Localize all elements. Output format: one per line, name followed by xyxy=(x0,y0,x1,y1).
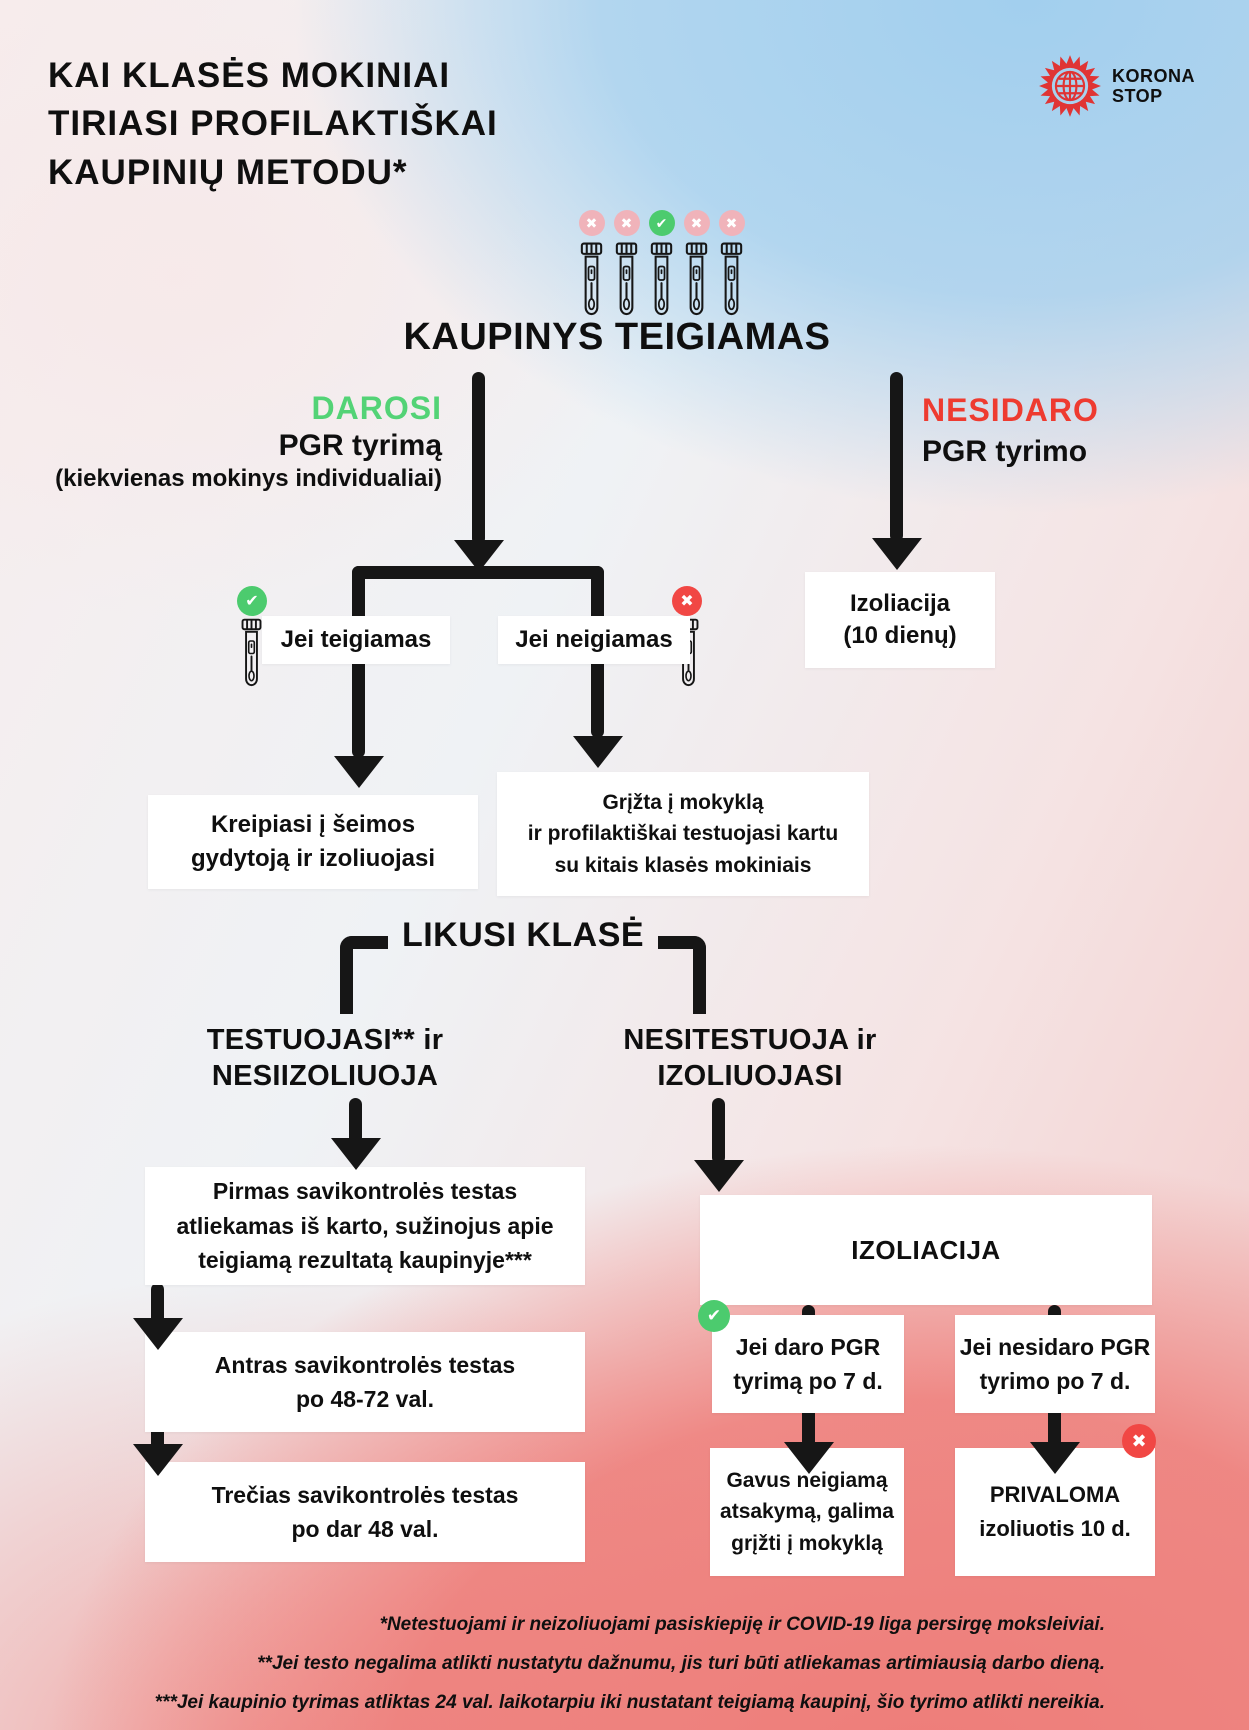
testuojasi-title xyxy=(150,1022,500,1095)
arrow-neigiamas-head xyxy=(573,736,623,768)
arrow-nesidaro-shaft xyxy=(890,372,903,542)
jei-teigiamas-label xyxy=(262,616,450,664)
page-title-line: KAI KLASĖS MOKINIAI xyxy=(48,56,451,95)
footnote-line: ***Jei kaupinio tyrimas atliktas 24 val. laikotarpiu iki nustatant teigiamą kaupinį, šio tyrimo atlikti nereikia. xyxy=(154,1691,1105,1713)
jei-teigiamas-text: Jei teigiamas xyxy=(280,626,432,653)
check-circle-icon: ✔ xyxy=(237,586,267,616)
footnote-line: *Netestuojami ir neizoliuojami pasiskiepiję ir COVID-19 liga persirgę moksleiviai. xyxy=(379,1614,1105,1635)
logo-wordmark xyxy=(1112,66,1195,106)
test-tube-icon xyxy=(683,242,710,318)
pgr-no-label-box xyxy=(955,1315,1155,1413)
nesitestuoja-title-line: IZOLIUOJASI xyxy=(657,1060,843,1093)
outcome-line: PRIVALOMA xyxy=(989,1481,1121,1507)
arrow-isolation-shaft xyxy=(712,1098,725,1164)
pgr-yes-label-box xyxy=(712,1315,904,1413)
rest-of-class-heading: LIKUSI KLASĖ xyxy=(401,916,645,954)
pooled-tube xyxy=(648,210,675,318)
arrow-step3-head xyxy=(133,1444,183,1476)
pooled-tube xyxy=(613,210,640,318)
pgr-yes-line: Jei daro PGR xyxy=(735,1333,881,1360)
step-line: po dar 48 val. xyxy=(291,1516,439,1542)
arrow-pgr-yes-head xyxy=(784,1442,834,1474)
tube-status-icon: ✖ xyxy=(684,210,710,236)
pooled-tube xyxy=(718,210,745,318)
pooled-tubes-row xyxy=(578,210,745,318)
tube-status-icon: ✖ xyxy=(614,210,640,236)
outcome-line: ir profilaktiškai testuojasi kartu xyxy=(527,822,839,846)
outcome-line: Gavus neigiamą xyxy=(726,1468,888,1492)
test-tube-icon xyxy=(239,618,264,689)
darosi-note xyxy=(55,463,442,494)
nesidaro-text: PGR tyrimo xyxy=(922,435,1088,468)
cross-circle-icon: ✖ xyxy=(672,586,702,616)
branch-darosi-label xyxy=(55,390,442,494)
darosi-note-line: (kiekvienas mokinys xyxy=(55,465,289,492)
pool-positive-heading: KAUPINYS TEIGIAMAS xyxy=(403,316,831,358)
page-title-line: TIRIASI PROFILAKTIŠKAI xyxy=(48,104,498,144)
jei-neigiamas-label xyxy=(498,616,690,664)
outcome-line: izoliuotis 10 d. xyxy=(979,1516,1131,1541)
branch-nesidaro-label xyxy=(922,392,1099,469)
testuojasi-title-line: NESIIZOLIUOJA xyxy=(211,1060,439,1093)
step-line: Antras savikontrolės testas xyxy=(214,1351,516,1378)
jei-neigiamas-text: Jei neigiamas xyxy=(515,626,673,653)
arrow-isolation-head xyxy=(694,1160,744,1192)
testuojasi-title-line: TESTUOJASI** ir xyxy=(206,1024,444,1056)
step-line: atliekamas iš karto, sužinojus apie xyxy=(176,1212,554,1239)
outcome-line: atsakymą, galima xyxy=(720,1500,894,1524)
page-title-line: KAUPINIŲ METODU* xyxy=(48,152,408,192)
step-line: teigiamą rezultatą kaupinyje*** xyxy=(198,1247,532,1274)
test-tube-icon xyxy=(613,242,640,318)
isolation-box xyxy=(700,1195,1152,1305)
isolation-box-line: Izoliacija xyxy=(849,589,951,617)
step-line: Trečias savikontrolės testas xyxy=(211,1481,519,1508)
tube-status-icon: ✖ xyxy=(719,210,745,236)
arrow-step2-head xyxy=(133,1318,183,1350)
page-title xyxy=(48,52,498,197)
step3-box xyxy=(145,1462,585,1562)
positive-outcome-box xyxy=(148,795,478,889)
nesitestuoja-title-line: NESITESTUOJA ir xyxy=(623,1024,877,1056)
footnotes xyxy=(85,1606,1105,1723)
step-line: po 48-72 val. xyxy=(295,1386,435,1412)
outcome-line: su kitais klasės mokiniais xyxy=(554,853,812,877)
arrow-pgr-no-head xyxy=(1030,1442,1080,1474)
pgr-no-line: Jei nesidaro PGR xyxy=(959,1333,1151,1360)
pooled-tube xyxy=(578,210,605,318)
corona-sun-icon xyxy=(1038,54,1102,118)
cross-circle-icon: ✖ xyxy=(1122,1424,1156,1458)
darosi-note-line: individualiai) xyxy=(295,465,442,492)
isolation-box-line: (10 dienų) xyxy=(843,622,957,649)
pgr-no-line: tyrimo po 7 d. xyxy=(979,1368,1131,1394)
test-tube-icon xyxy=(718,242,745,318)
test-tube-icon xyxy=(578,242,605,318)
outcome-line: Grįžta į mokyklą xyxy=(602,790,764,814)
tube-status-icon: ✖ xyxy=(579,210,605,236)
negative-outcome-box xyxy=(497,772,869,896)
step2-box xyxy=(145,1332,585,1432)
isolation-10-days-box xyxy=(805,572,995,668)
darosi-keyword: DAROSI xyxy=(311,390,442,426)
isolation-box-label: IZOLIACIJA xyxy=(851,1234,1001,1265)
arrow-teigiamas-head xyxy=(334,756,384,788)
pooled-tube xyxy=(683,210,710,318)
outcome-line: grįžti į mokyklą xyxy=(731,1531,883,1555)
pgr-yes-line: tyrimą po 7 d. xyxy=(733,1368,883,1394)
check-circle-icon: ✔ xyxy=(698,1300,730,1332)
arrow-nesidaro-head xyxy=(872,538,922,570)
step-line: Pirmas savikontrolės testas xyxy=(212,1178,518,1205)
arrow-darosi-head xyxy=(454,540,504,572)
logo-text-line: STOP xyxy=(1112,86,1163,106)
arrow-darosi-shaft xyxy=(472,372,485,545)
arrow-step1-head xyxy=(331,1138,381,1170)
nesitestuoja-title xyxy=(570,1022,930,1095)
test-tube-icon xyxy=(648,242,675,318)
tube-status-icon: ✔ xyxy=(649,210,675,236)
footnote-line: **Jei testo negalima atlikti nustatytu dažnumu, jis turi būti atliekamas artimiausią darbo dieną. xyxy=(257,1652,1105,1674)
nesidaro-keyword: NESIDARO xyxy=(922,392,1099,428)
outcome-line: gydytoją ir izoliuojasi xyxy=(190,845,436,872)
darosi-text: PGR tyrimą xyxy=(278,429,442,462)
outcome-line: Kreipiasi į šeimos xyxy=(210,811,416,839)
logo-text-line: KORONA xyxy=(1112,65,1195,86)
korona-stop-logo xyxy=(1038,54,1195,118)
step1-box xyxy=(145,1167,585,1285)
